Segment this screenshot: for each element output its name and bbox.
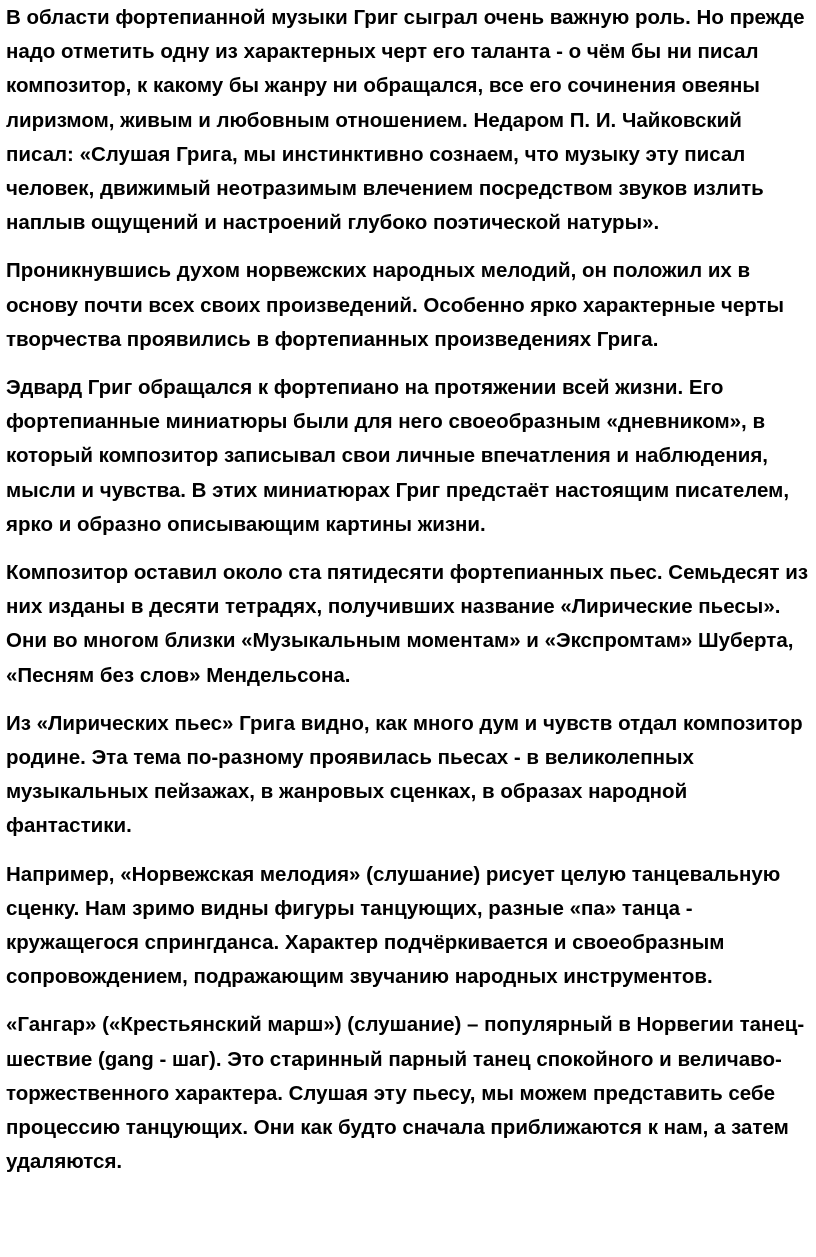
paragraph-homeland-theme: Из «Лирических пьес» Грига видно, как много дум и чувств отдал композитор родине. Эта тема по-разному проявилась пьесах - в великолепных музыкальных пейзажах, в жанровых сценках, в образах народной фантастики. <box>6 711 803 838</box>
paragraph-intro: В области фортепианной музыки Григ сыграл очень важную роль. Но прежде надо отметить одну из характерных черт его таланта - о чём бы ни писал композитор, к какому бы жанру ни обращался, все его сочинения овеяны лиризмом, живым и любовным отношением. Недаром П. И. Чайковский писал: «Слушая Грига, мы инстинктивно сознаем, что музыку эту писал человек, движимый неотразимым влечением посредством звуков излить наплыв ощущений и настроений глубоко поэтической натуры». <box>6 6 805 235</box>
paragraph-gangar: «Гангар» («Крестьянский марш») (слушание) – популярный в Норвегии танец-шествие (gang - шаг). Это старинный парный танец спокойного и величаво-торжественного характера. Слушая эту пьесу, мы можем представить себе процессию танцующих. Они как будто сначала приближаются к нам, а затем удаляются. <box>6 1013 805 1174</box>
paragraph-norwegian-melody: Например, «Норвежская мелодия» (слушание) рисует целую танцевальную сценку. Нам зримо видны фигуры танцующих, разные «па» танца - кружащегося спрингданса. Характер подчёркивается и своеобразным сопровождением, подражающим звучанию народных инструментов. <box>6 862 781 989</box>
paragraph-piano-diary: Эдвард Григ обращался к фортепиано на протяжении всей жизни. Его фортепианные миниатюры были для него своеобразным «дневником», в который композитор записывал свои личные впечатления и наблюдения, мысли и чувства. В этих миниатюрах Григ предстаёт настоящим писателем, ярко и образно описывающим картины жизни. <box>6 376 790 536</box>
paragraph-lyric-pieces: Композитор оставил около ста пятидесяти фортепианных пьес. Семьдесят из них изданы в десяти тетрадях, получивших название «Лирические пьесы». Они во многом близки «Музыкальным моментам» и «Экспромтам» Шуберта, «Песням без слов» Мендельсона. <box>6 561 809 687</box>
document-page <box>0 1 816 1257</box>
paragraph-folk-melodies: Проникнувшись духом норвежских народных мелодий, он положил их в основу почти всех своих произведений. Особенно ярко характерные черты творчества проявились в фортепианных произведениях Грига. <box>6 259 785 351</box>
